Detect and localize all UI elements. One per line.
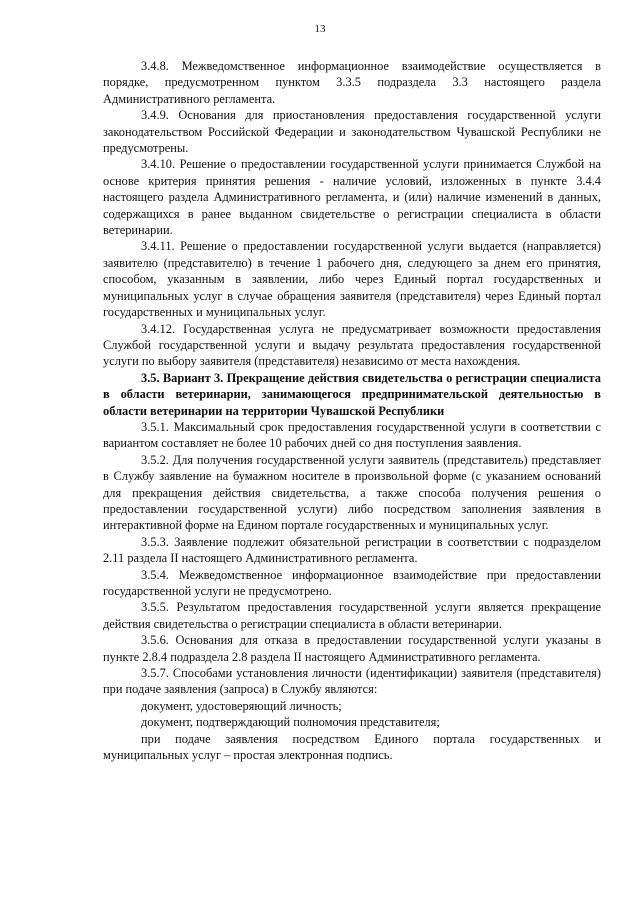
paragraph-3-5-5: 3.5.5. Результатом предоставления государственной услуги является прекращение действия свидетельства о регистрации специалиста в области ветеринарии. <box>103 600 601 631</box>
paragraph-3-4-10: 3.4.10. Решение о предоставлении государственной услуги принимается Службой на основе критерия принятия решения - наличие условий, изложенных в пункте 3.4.4 настоящего раздела Административного регламента, и (или) наличие изменений в данных, содержащихся в ранее выданном свидетельстве о регистрации специалиста в области ветеринарии. <box>103 157 601 238</box>
document-body <box>103 58 601 763</box>
section-heading-3-5: 3.5. Вариант 3. Прекращение действия свидетельства о регистрации специалиста в области ветеринарии, занимающегося предпринимательской деятельностью в области ветеринарии на территории Чувашской Республики <box>103 370 601 418</box>
paragraph-3-5-3: 3.5.3. Заявление подлежит обязательной регистрации в соответствии с подразделом 2.11 раздела II настоящего Административного регламента. <box>103 534 601 566</box>
paragraph-3-5-7: 3.5.7. Способами установления личности (идентификации) заявителя (представителя) при подаче заявления (запроса) в Службу являются: <box>103 666 601 697</box>
paragraph-3-5-1: 3.5.1. Максимальный срок предоставления государственной услуги в соответствии с вариантом составляет не более 10 рабочих дней со дня поступления заявления. <box>103 419 601 451</box>
list-item-electronic-signature: при подаче заявления посредством Единого портала государственных и муниципальных услуг – простая электронная подпись. <box>103 731 601 763</box>
paragraph-3-4-9: 3.4.9. Основания для приостановления предоставления государственной услуги законодательством Российской Федерации и законодательством Чувашской Республики не предусмотрены. <box>103 108 601 156</box>
paragraph-3-5-6: 3.5.6. Основания для отказа в предоставлении государственной услуги указаны в пункте 2.8.4 подраздела 2.8 раздела II настоящего Административного регламента. <box>103 633 601 664</box>
list-item-identity-document: документ, удостоверяющий личность; <box>141 698 342 713</box>
list-item-authority-document: документ, подтверждающий полномочия представителя; <box>141 715 440 730</box>
paragraph-3-4-8: 3.4.8. Межведомственное информационное взаимодействие осуществляется в порядке, предусмотренном пунктом 3.3.5 подраздела 3.3 настоящего раздела Административного регламента. <box>103 59 601 106</box>
page-number: 13 <box>314 23 326 35</box>
paragraph-3-4-11: 3.4.11. Решение о предоставлении государственной услуги выдается (направляется) заявителю (представителю) в течение 1 рабочего дня, следующего за днем его принятия, способом, указанным в заявлении, либо через Единый портал государственных и муниципальных услуг в случае обращения заявителя (представителя) через Единый портал государственных и муниципальных услуг. <box>103 239 601 320</box>
paragraph-3-4-12: 3.4.12. Государственная услуга не предусматривает возможности предоставления Службой государственной услуги и выдачу результата предоставления государственной услуги по выбору заявителя (представителя) независимо от места нахождения. <box>103 321 601 369</box>
paragraph-3-5-4: 3.5.4. Межведомственное информационное взаимодействие при предоставлении государственной услуги не предусмотрено. <box>103 567 601 598</box>
paragraph-3-5-2: 3.5.2. Для получения государственной услуги заявитель (представитель) представляет в Службу заявление на бумажном носителе в произвольной форме (с указанием оснований для прекращения действия свидетельства, а также способа получения решения о предоставлении государственной услуги) либо посредством заполнения заявления в интерактивной форме на Едином портале государственных и муниципальных услуг. <box>103 452 601 533</box>
